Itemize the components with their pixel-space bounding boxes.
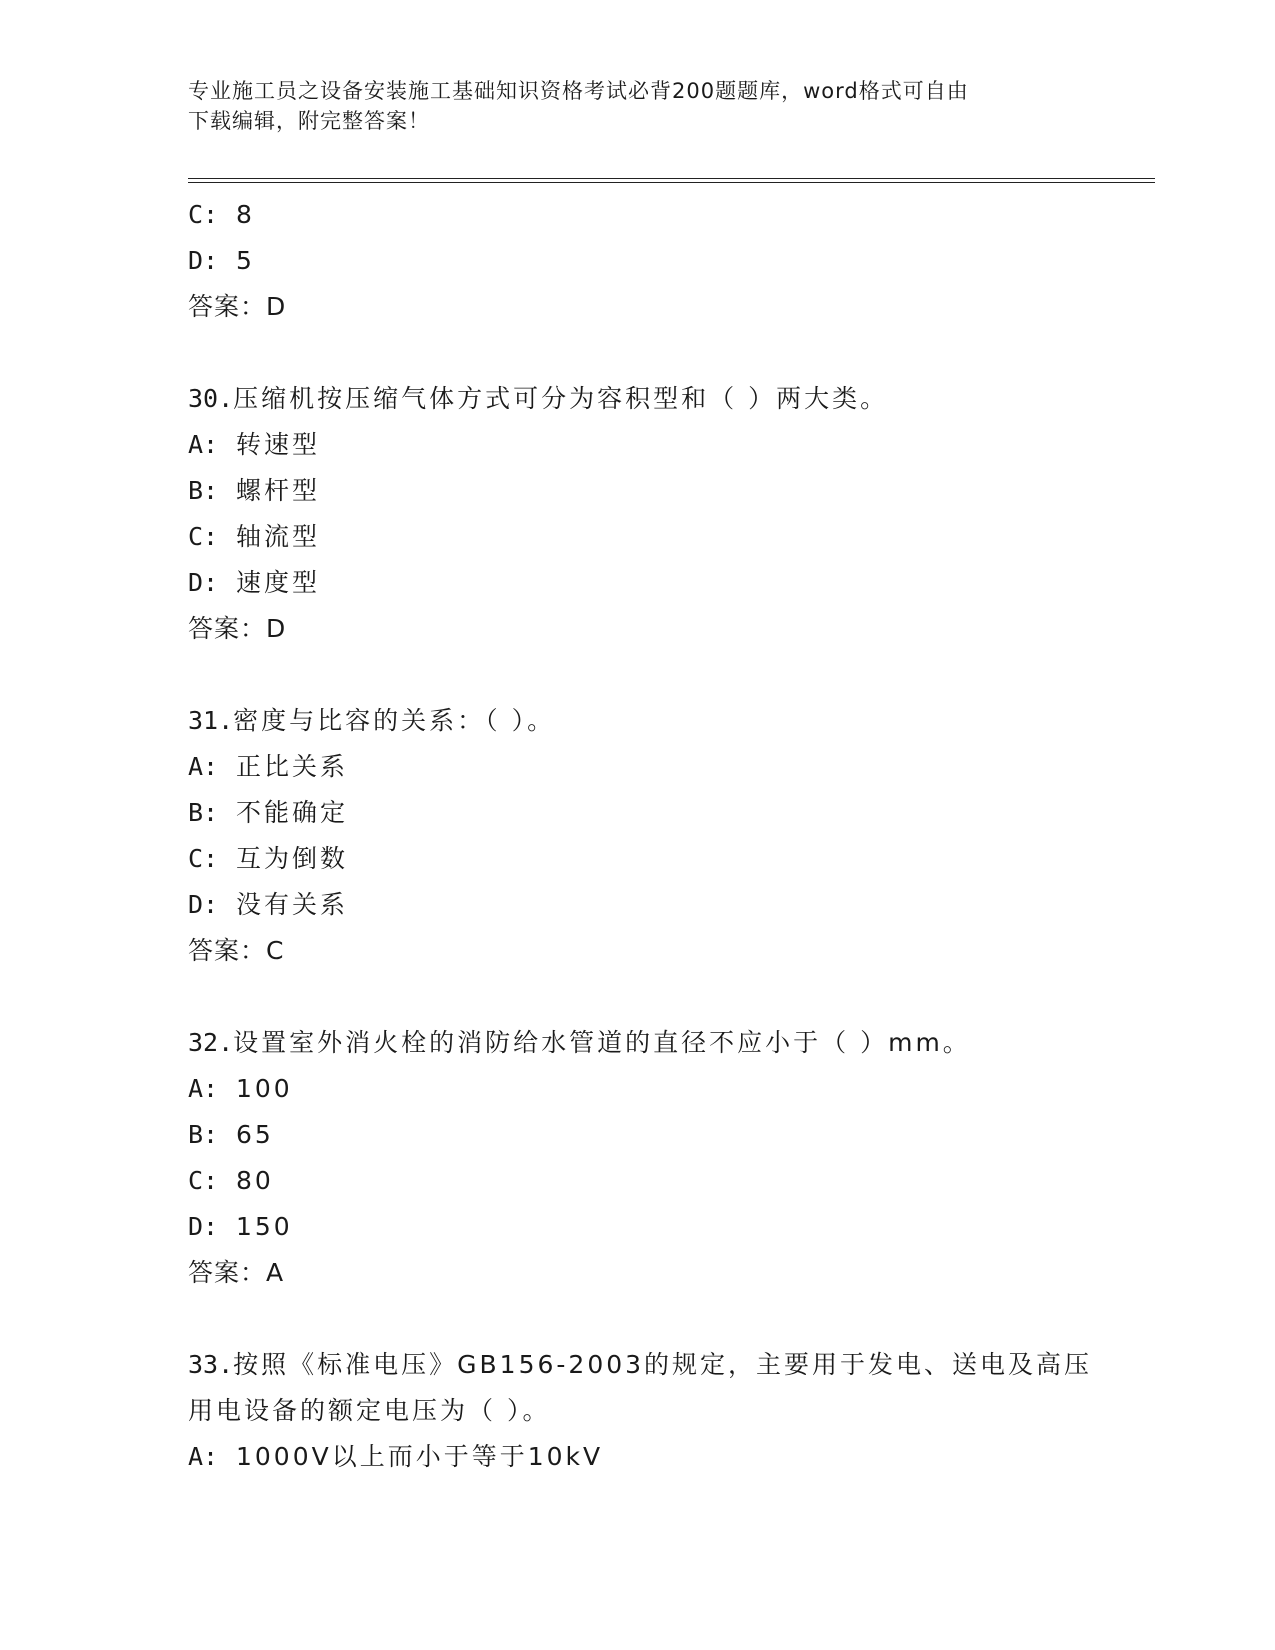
spacer [188,652,1148,698]
option-text: 8 [236,200,255,229]
option-letter: C: [188,844,219,873]
option-a [188,422,1148,468]
option-letter: C: [188,1166,219,1195]
option-c [188,514,1148,560]
option-text: 互为倒数 [236,844,349,873]
question-number: 33. [188,1350,234,1379]
header-title-line-2: 下载编辑，附完整答案！ [188,109,430,133]
header-divider [188,178,1155,183]
option-d [188,560,1148,606]
option-b [188,1112,1148,1158]
question-32-stem [188,1020,1148,1066]
option-text: 没有关系 [236,890,349,919]
option-letter: A: [188,752,219,781]
answer-line: 答案：C [188,936,285,965]
option-a [188,1066,1148,1112]
option-text: 正比关系 [236,752,349,781]
question-31-stem [188,698,1148,744]
option-text: 80 [236,1166,274,1195]
option-letter: A: [188,430,219,459]
option-a [188,744,1148,790]
option-letter: D: [188,246,219,275]
question-text: 压缩机按压缩气体方式可分为容积型和（ ）两大类。 [233,384,889,413]
option-text: 轴流型 [236,522,321,551]
spacer [188,1296,1148,1342]
answer-line: 答案：D [188,614,287,643]
option-letter: D: [188,890,219,919]
option-text: 不能确定 [236,798,349,827]
option-c [188,192,1148,238]
option-text: 速度型 [236,568,321,597]
option-b [188,468,1148,514]
option-c [188,1158,1148,1204]
option-letter: B: [188,798,219,827]
answer-line: 答案：D [188,292,287,321]
option-a [188,1434,1148,1480]
option-d [188,238,1148,284]
spacer [188,330,1148,376]
option-text: 1000V以上而小于等于10kV [236,1442,604,1471]
question-33-stem [188,1342,1148,1388]
option-text: 转速型 [236,430,321,459]
option-text: 5 [236,246,255,275]
option-letter: C: [188,200,219,229]
option-c [188,836,1148,882]
option-letter: D: [188,568,219,597]
question-text: 密度与比容的关系：（ ）。 [233,706,556,735]
option-letter: C: [188,522,219,551]
option-letter: B: [188,1120,219,1149]
answer-line: 答案：A [188,1258,285,1287]
option-text: 150 [236,1212,293,1241]
question-number: 31. [188,706,234,735]
option-letter: A: [188,1074,219,1103]
question-30-stem [188,376,1148,422]
option-d [188,1204,1148,1250]
option-text: 65 [236,1120,274,1149]
option-b [188,790,1148,836]
question-number: 30. [188,384,234,413]
question-33-stem-continued: 用电设备的额定电压为（ ）。 [188,1396,551,1425]
option-d [188,882,1148,928]
option-text: 螺杆型 [236,476,321,505]
question-number: 32. [188,1028,234,1057]
option-letter: A: [188,1442,219,1471]
question-text: 设置室外消火栓的消防给水管道的直径不应小于（ ）mm。 [233,1028,971,1057]
option-letter: B: [188,476,219,505]
document-header [188,76,1088,136]
question-text: 按照《标准电压》GB156-2003的规定，主要用于发电、送电及高压 [233,1350,1093,1379]
question-list [188,192,1148,1480]
option-letter: D: [188,1212,219,1241]
header-title-line-1: 专业施工员之设备安装施工基础知识资格考试必背200题题库，word格式可自由 [188,79,969,103]
option-text: 100 [236,1074,293,1103]
spacer [188,974,1148,1020]
